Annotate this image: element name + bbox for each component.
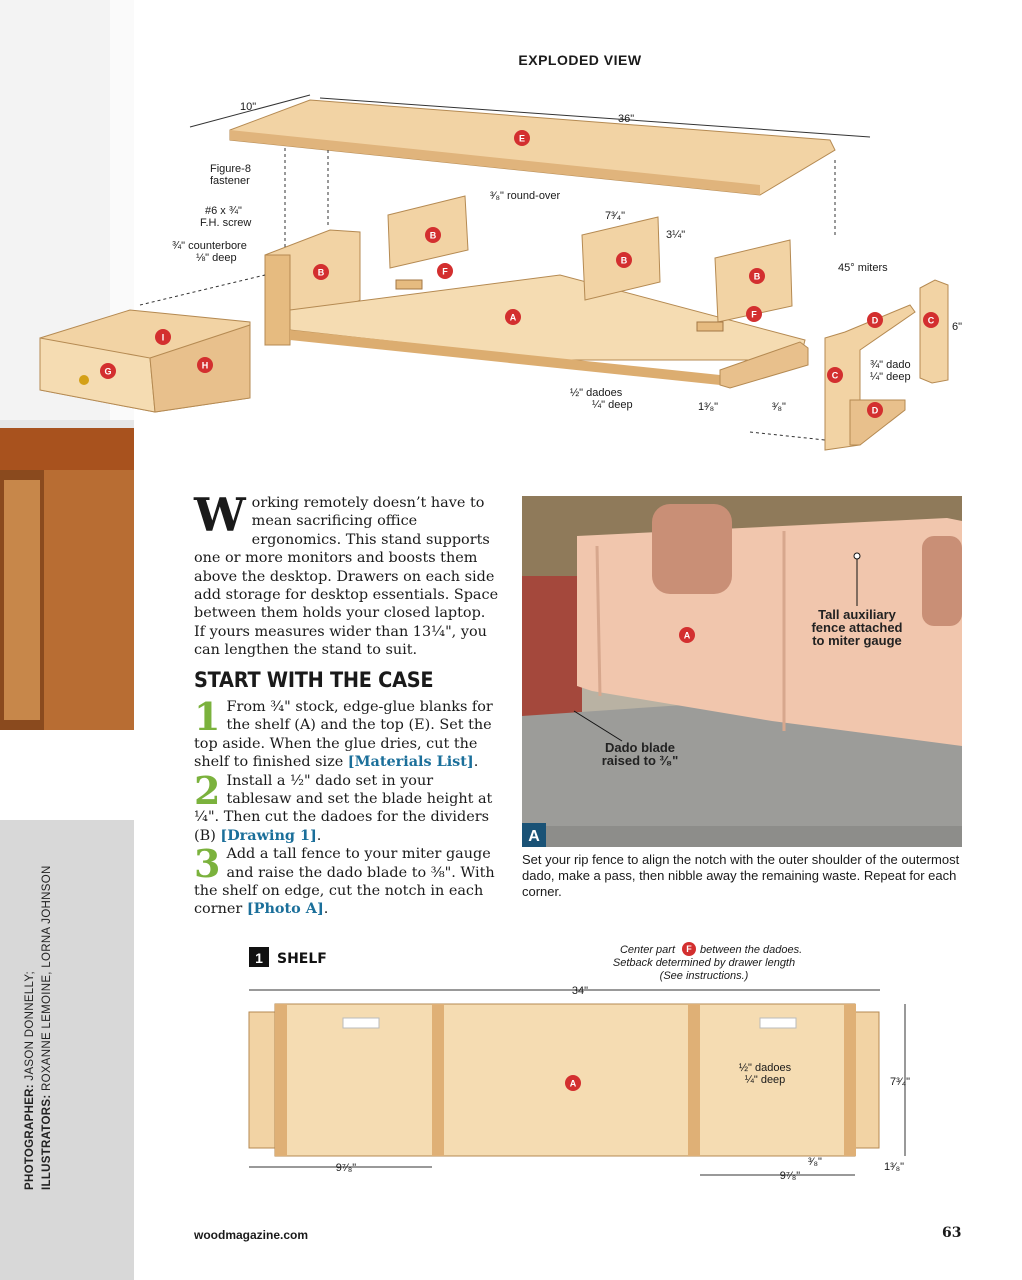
- section-heading: START WITH THE CASE: [194, 668, 434, 692]
- callout-figure8: Figure-8: [210, 163, 251, 175]
- part-i: I: [161, 332, 165, 343]
- part-g: G: [104, 366, 112, 377]
- step-number: 1: [194, 694, 221, 739]
- step-2: [194, 767, 500, 846]
- label-blade2: raised to ³⁄₈": [601, 753, 679, 768]
- drawing-part-a: A: [569, 1078, 577, 1089]
- dim-top-depth: 10": [240, 101, 257, 113]
- drawing-dadoes2: ¼" deep: [744, 1074, 786, 1086]
- note-see-instructions: (See instructions.): [659, 970, 749, 982]
- callout-fastener: fastener: [210, 175, 250, 187]
- step-text: From ³⁄₄" stock, edge-glue blanks for the shelf (A) and the top (E). Set the top aside. When the glue dries, cut the shelf to finished size: [194, 699, 493, 771]
- photo-badge: A: [528, 828, 540, 845]
- dim-divider-width: 7³⁄₄": [605, 210, 626, 222]
- part-c-left: C: [831, 370, 839, 381]
- photo-part-a: A: [683, 630, 691, 641]
- dim-end-edging: 1³⁄₈": [884, 1161, 905, 1173]
- dim-dado-notch: ³⁄₈": [772, 401, 786, 413]
- drop-cap: W: [194, 488, 246, 542]
- step-end: .: [316, 827, 322, 844]
- step-text: Add a tall fence to your miter gauge and raise the dado blade to ³⁄₈". With the shelf on edge, cut the notch in each corner: [194, 846, 495, 918]
- photo-a-link[interactable]: [Photo A]: [246, 900, 324, 918]
- part-e: E: [518, 133, 526, 144]
- label-fence1: Tall auxiliary: [818, 607, 896, 622]
- note-between-dadoes: between the dadoes.: [700, 944, 803, 956]
- drawing-number: 1: [255, 950, 263, 966]
- part-c-right: C: [927, 315, 935, 326]
- dim-shelf-width: 7³⁄₄": [890, 1076, 911, 1088]
- part-f-right: F: [751, 309, 757, 320]
- step-number: 3: [194, 841, 221, 887]
- drawing-title: SHELF: [277, 951, 327, 967]
- step-end: .: [473, 754, 479, 771]
- page-number: 63: [942, 1225, 962, 1241]
- callout-dadoes1: ½" dadoes: [570, 387, 623, 399]
- photo-a: [522, 496, 962, 847]
- callout-miters: 45° miters: [838, 262, 888, 274]
- label-fence3: to miter gauge: [812, 633, 902, 648]
- part-b-divider2: B: [620, 255, 628, 266]
- callout-roundover: ³⁄₈" round-over: [490, 190, 561, 202]
- drawing-shelf: [230, 940, 930, 1190]
- part-b-divider3: B: [753, 271, 761, 282]
- note-setback: Setback determined by drawer length: [612, 957, 796, 969]
- drawing-part-f: F: [686, 944, 692, 954]
- callout-dado-side2: ¼" deep: [870, 371, 911, 383]
- part-h: H: [201, 360, 209, 371]
- step-number: 2: [194, 767, 221, 813]
- part-b-left: B: [317, 267, 325, 278]
- dim-top-length: 36": [618, 113, 635, 125]
- part-d-bottom: D: [871, 405, 879, 416]
- intro-text: orking remotely doesn’t have to mean sacrificing office ergonomics. This stand supports one or more monitors and boosts them above the desktop. Drawers on each side add storage for desktop essentials. Space between them holds your closed laptop. If yours measures wider than 13¹⁄₄", you can lengthen the stand to suit.: [194, 495, 499, 659]
- callout-screw1: #6 x ¾": [205, 205, 242, 217]
- callout-counterbore2: ⅛" deep: [196, 252, 237, 264]
- dim-right-spacing: 9⁷⁄₈": [779, 1170, 801, 1182]
- photo-credits: [22, 865, 56, 1190]
- dim-divider-height: 3¼": [666, 229, 686, 241]
- callout-dado-side1: ¾" dado: [870, 359, 911, 371]
- dim-shelf-length: 34": [571, 985, 589, 997]
- part-d-top: D: [871, 315, 879, 326]
- step-3: [194, 841, 500, 919]
- step-end: .: [323, 901, 329, 918]
- illustrators-names: ROXANNE LEMOINE, LORNA JOHNSON: [41, 865, 53, 1095]
- dim-notch-depth: ³⁄₈": [808, 1156, 822, 1168]
- step-text: Install a ¹⁄₂" dado set in your tablesaw and set the blade height at ¹⁄₄". Then cut the dadoes for the dividers (B): [194, 772, 493, 844]
- drawing-dadoes1: ½" dadoes: [738, 1062, 792, 1074]
- callout-counterbore1: ¾" counterbore: [172, 240, 247, 252]
- drawing-1-link[interactable]: [Drawing 1]: [220, 826, 317, 844]
- callout-dadoes2: ¼" deep: [592, 399, 633, 411]
- intro-paragraph: [194, 488, 500, 660]
- illustrators-label: ILLUSTRATORS:: [41, 1094, 53, 1190]
- label-blade1: Dado blade: [604, 740, 676, 755]
- steps-list: [194, 694, 500, 919]
- photo-caption: Set your rip fence to align the notch with the outer shoulder of the outermost dado, make a pass, then nibble away the remaining waste. Repeat for each corner.: [522, 852, 960, 899]
- photographer-name: JASON DONNELLY;: [24, 970, 36, 1085]
- exploded-view-illustration: [38, 40, 978, 480]
- part-f-left: F: [442, 266, 448, 277]
- footer-site: woodmagazine.com: [194, 1228, 309, 1242]
- dim-side-height: 6": [952, 321, 963, 333]
- materials-list-link[interactable]: [Materials List]: [347, 753, 474, 771]
- dim-dado-width: 1³⁄₈": [698, 401, 719, 413]
- exploded-view-title: EXPLODED VIEW: [518, 52, 642, 68]
- dim-left-spacing: 9⁷⁄₈": [335, 1162, 357, 1174]
- label-fence2: fence attached: [811, 620, 903, 635]
- part-b-divider1: B: [429, 230, 437, 241]
- note-center-part: Center part: [619, 944, 675, 956]
- part-a-shelf: A: [509, 312, 517, 323]
- callout-screw2: F.H. screw: [200, 217, 252, 229]
- photographer-label: PHOTOGRAPHER:: [24, 1084, 36, 1190]
- step-1: [194, 694, 500, 772]
